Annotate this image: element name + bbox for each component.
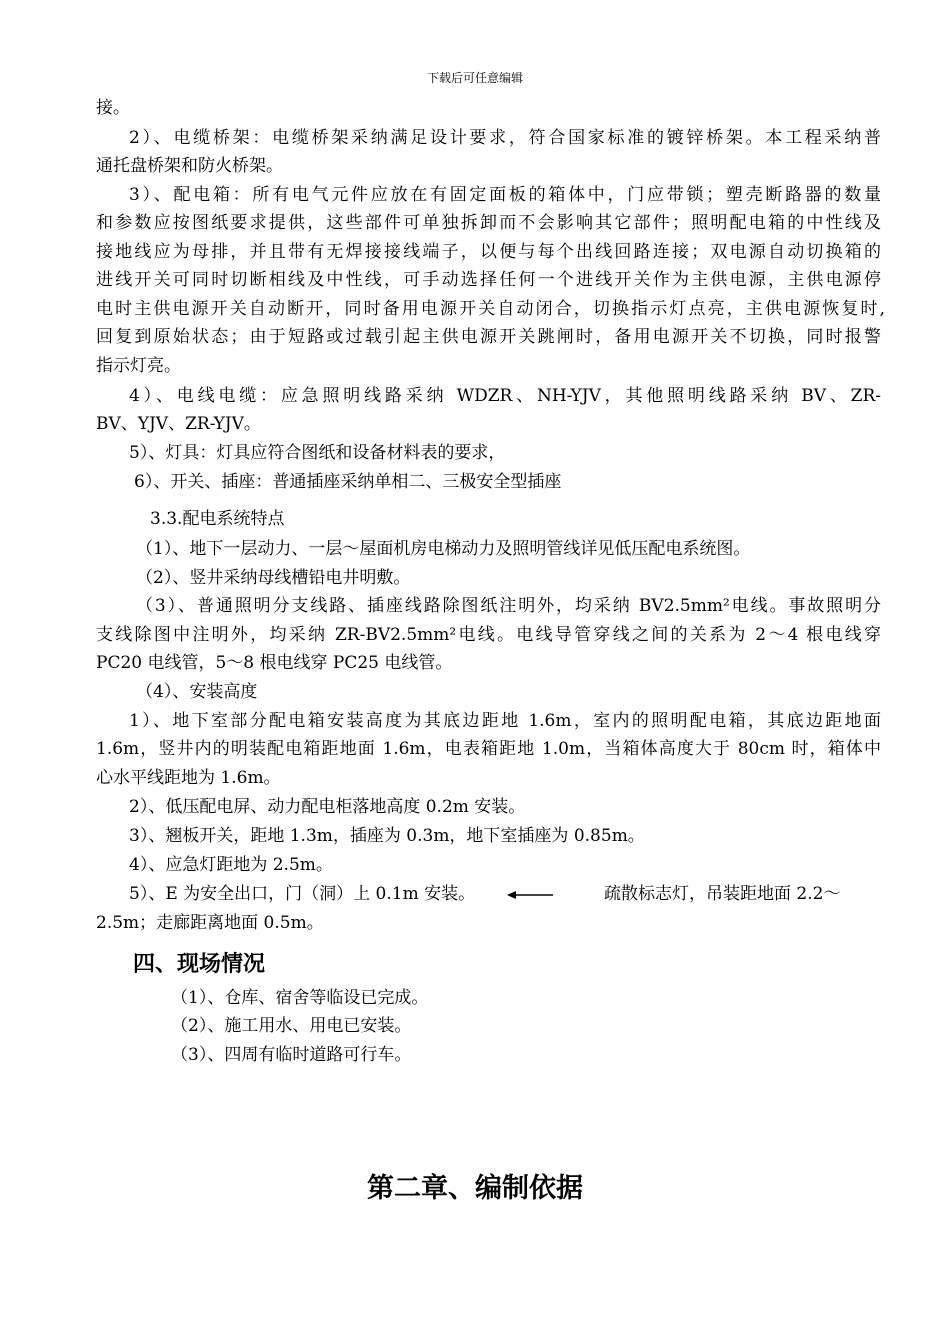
- text-line: 2）、电缆桥架：电缆桥架采纳满足设计要求，符合国家标准的镀锌桥架。本工程采纳普: [129, 128, 881, 148]
- list-item: （1）、仓库、宿舍等临设已完成。: [171, 988, 429, 1008]
- text-line: 电时主供电源开关自动断开，同时备用电源开关自动闭合，切换指示灯点亮，主供电源恢复时,: [96, 299, 885, 319]
- text-line: BV、YJV、ZR-YJV。: [96, 414, 261, 434]
- text-line: 接。: [96, 98, 130, 118]
- text-line: 支线除图中注明外，均采纳 ZR-BV2.5mm²电线。电线导管穿线之间的关系为 2～4 根电线穿: [96, 625, 881, 645]
- text-line: 2）、低压配电屏、动力配电柜落地高度 0.2m 安装。: [129, 797, 526, 817]
- text-line: 接地线应为母排，并且带有无焊接接线端子，以便与每个出线回路连接；双电源自动切换箱的: [96, 242, 881, 262]
- text-line: 4）、应急灯距地为 2.5m。: [129, 855, 333, 875]
- text-line: 疏散标志灯，吊装距地面 2.2～: [604, 884, 841, 904]
- left-arrow-icon: [507, 888, 553, 902]
- text-line: 3）、配电箱：所有电气元件应放在有固定面板的箱体中，门应带锁；塑壳断路器的数量: [129, 185, 881, 205]
- text-line: 通托盘桥架和防火桥架。: [96, 156, 283, 176]
- text-line: 心水平线距地为 1.6m。: [96, 768, 281, 788]
- text-line: 5）、灯具：灯具应符合图纸和设备材料表的要求，: [129, 443, 506, 463]
- text-line: 2.5m；走廊距离地面 0.5m。: [96, 913, 324, 933]
- text-line: 6）、开关、插座：普通插座采纳单相二、三极安全型插座: [134, 472, 562, 492]
- text-line: 3）、翘板开关，距地 1.3m，插座为 0.3m，地下室插座为 0.85m。: [129, 826, 645, 846]
- page-header: 下载后可任意编辑: [426, 71, 523, 85]
- text-line: 1）、地下室部分配电箱安装高度为其底边距地 1.6m，室内的照明配电箱，其底边距地面: [129, 711, 881, 731]
- text-line: 和参数应按图纸要求提供，这些部件可单独拆卸而不会影响其它部件；照明配电箱的中性线及: [96, 213, 881, 233]
- chapter-title: 第二章、编制依据: [367, 1173, 583, 1204]
- subsection-heading: 3.3.配电系统特点: [150, 509, 285, 529]
- section-heading: 四、现场情况: [133, 952, 266, 977]
- text-line: PC20 电线管，5～8 根电线穿 PC25 电线管。: [96, 653, 453, 673]
- text-line: （1）、地下一层动力、一层～屋面机房电梯动力及照明管线详见低压配电系统图。: [136, 539, 751, 559]
- text-line: （2）、竖井采纳母线槽铅电井明敷。: [136, 568, 411, 588]
- text-line: 1.6m，竖井内的明装配电箱距地面 1.6m，电表箱距地 1.0m，当箱体高度大于 80cm 时，箱体中: [96, 739, 881, 759]
- text-line: （3）、普通照明分支线路、插座线路除图纸注明外，均采纳 BV2.5mm²电线。事故照明分: [136, 596, 881, 616]
- text-line: （4）、安装高度: [136, 682, 258, 702]
- text-line: 4）、电线电缆：应急照明线路采纳 WDZR、NH-YJV，其他照明线路采纳 BV、ZR-: [129, 386, 881, 406]
- list-item: （2）、施工用水、用电已安装。: [171, 1016, 412, 1036]
- text-line: 5）、E 为安全出口，门（洞）上 0.1m 安装。: [129, 884, 476, 904]
- list-item: （3）、四周有临时道路可行车。: [171, 1045, 412, 1065]
- text-line: 回复到原始状态；由于短路或过载引起主供电源开关跳闸时，备用电源开关不切换，同时报警: [96, 327, 881, 347]
- text-line: 指示灯亮。: [96, 356, 181, 376]
- text-line: 进线开关可同时切断相线及中性线，可手动选择任何一个进线开关作为主供电源，主供电源停: [96, 270, 881, 290]
